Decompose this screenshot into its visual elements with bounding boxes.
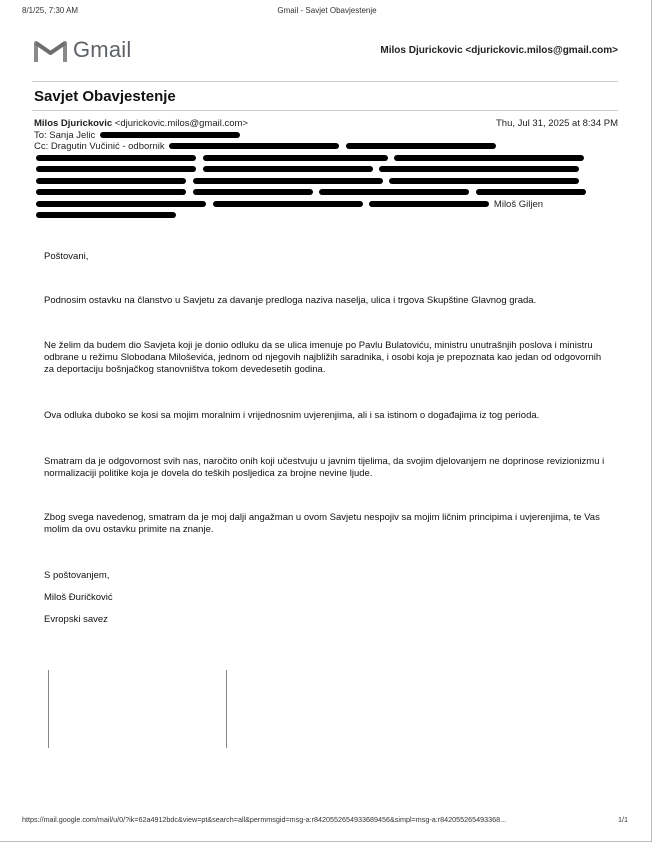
- redaction: [36, 166, 196, 172]
- redaction: [203, 155, 388, 161]
- redaction: [100, 132, 240, 138]
- cc-recipient-name: Miloš Giljen: [493, 198, 544, 210]
- attachment-border-left: [48, 670, 49, 748]
- redaction: [36, 178, 186, 184]
- attachment-border-right: [226, 670, 227, 748]
- redaction: [203, 166, 373, 172]
- footer-url: https://mail.google.com/mail/u/0/?ik=62a4912bdc&view=pt&search=all&permmsgid=msg-a:r8420552654933689456&simpl=msg-a:r842055265493368...: [22, 815, 507, 824]
- body-greeting: Poštovani,: [44, 251, 89, 262]
- body-paragraph: Smatram da je odgovornost svih nas, naročito onih koji učestvuju u javnim tijelima, da svojim djelovanjem ne doprinose revizionizmu i normalizaciji politike koja je dovela do teških posljedica za brojne nevine ljude.: [44, 456, 605, 479]
- redaction: [36, 212, 176, 218]
- redaction: [36, 155, 196, 161]
- cc-first-recipient: Cc: Dragutin Vučinić - odbornik: [34, 141, 165, 152]
- cc-row: [34, 210, 618, 222]
- body-paragraph: Ne želim da budem dio Savjeta koji je donio odluku da se ulica imenuje po Pavlu Bulatoviću, ministru unutrašnjih poslova i ministru odbrane u režimu Slobodana Miloševića, jednom od njegovih najbližih saradnika, i osobi koja je prepoznata kao jedan od odgovornih za deportaciju bošnjačkog stanovništva tokom devedesetih godina.: [44, 340, 602, 375]
- body-paragraph: Ova odluka duboko se kosi sa mojim moralnim i vrijednosnim uvjerenjima, ali i sa istinom o događajima iz tog perioda.: [44, 410, 540, 421]
- redaction: [319, 189, 469, 195]
- print-datetime: 8/1/25, 7:30 AM: [22, 6, 79, 15]
- divider-subject: [32, 110, 618, 111]
- gmail-wordmark: Gmail: [73, 37, 132, 62]
- cc-row: [34, 187, 618, 199]
- sender-email: <djurickovic.milos@gmail.com>: [114, 118, 248, 129]
- message-header: [34, 118, 618, 222]
- to-row: [34, 130, 618, 142]
- footer-page-number: 1/1: [618, 815, 628, 824]
- signature-organization: Evropski savez: [44, 614, 108, 625]
- redaction: [193, 178, 383, 184]
- to-recipient: To: Sanja Jelic: [34, 129, 96, 141]
- redaction: [193, 189, 313, 195]
- message-date: Thu, Jul 31, 2025 at 8:34 PM: [496, 118, 618, 129]
- sender-name: Milos Djurickovic: [34, 118, 113, 129]
- cc-row: [34, 176, 618, 188]
- email-subject: Savjet Obavjestenje: [34, 88, 176, 105]
- redaction: [213, 201, 363, 207]
- gmail-m-icon: [34, 38, 67, 62]
- gmail-logo: [34, 38, 131, 62]
- redaction: [476, 189, 586, 195]
- redaction: [369, 201, 489, 207]
- print-page-title: Gmail - Savjet Obavjestenje: [277, 6, 377, 15]
- divider-top: [32, 81, 618, 82]
- signature-name: Miloš Đuričković: [44, 592, 113, 603]
- body-closing: S poštovanjem,: [44, 570, 110, 581]
- account-header: Milos Djurickovic <djurickovic.milos@gmail.com>: [380, 45, 618, 56]
- body-paragraph: Zbog svega navedenog, smatram da je moj dalji angažman u ovom Savjetu nespojiv sa mojim ličnim principima i uvjerenjima, te Vas molim da ovu ostavku primite na znanje.: [44, 512, 600, 535]
- redaction: [36, 201, 206, 207]
- body-paragraph: Podnosim ostavku na članstvo u Savjetu za davanje predloga naziva naselja, ulica i trgova Skupštine Glavnog grada.: [44, 295, 537, 306]
- cc-row: [34, 164, 618, 176]
- redaction: [169, 143, 339, 149]
- cc-row: [34, 141, 618, 153]
- redaction: [346, 143, 496, 149]
- cc-row: [34, 153, 618, 165]
- redaction: [36, 189, 186, 195]
- cc-row: [34, 199, 618, 211]
- redaction: [394, 155, 584, 161]
- redaction: [379, 166, 579, 172]
- redaction: [389, 178, 579, 184]
